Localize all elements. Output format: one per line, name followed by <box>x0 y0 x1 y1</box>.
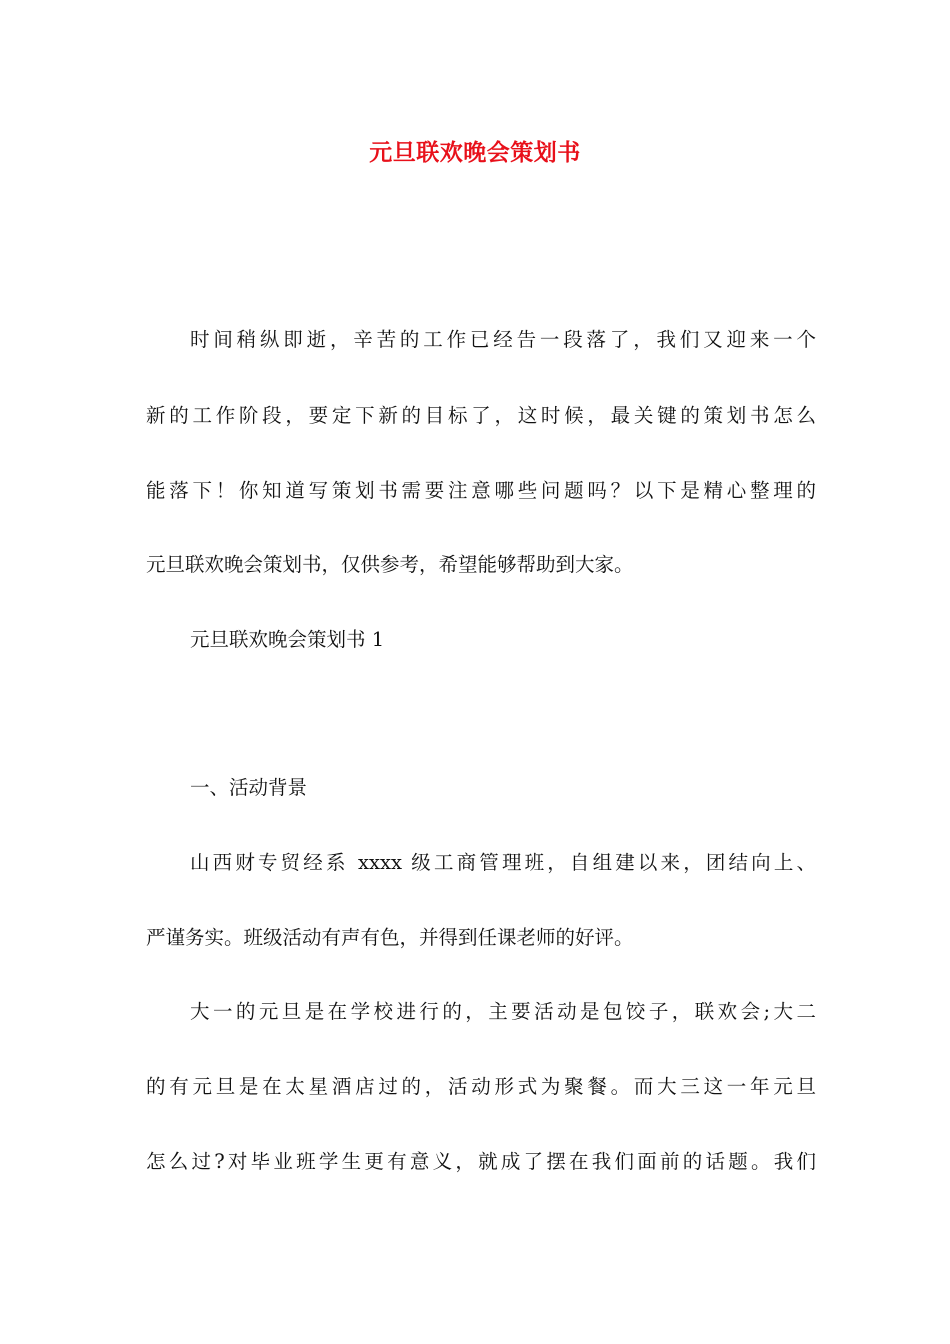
paragraph-line: 怎么过?对毕业班学生更有意义，就成了摆在我们面前的话题。我们 <box>146 1150 816 1173</box>
paragraph-line: 时间稍纵即逝，辛苦的工作已经告一段落了，我们又迎来一个 <box>190 328 816 351</box>
paragraph-line: 新的工作阶段，要定下新的目标了，这时候，最关键的策划书怎么 <box>146 404 816 427</box>
section-heading: 一、活动背景 <box>190 776 308 799</box>
paragraph-line: 大一的元旦是在学校进行的，主要活动是包饺子，联欢会;大二 <box>190 1000 816 1023</box>
paragraph-line: 元旦联欢晚会策划书，仅供参考，希望能够帮助到大家。 <box>146 553 634 576</box>
paragraph-line: 严谨务实。班级活动有声有色，并得到任课老师的好评。 <box>146 926 634 949</box>
paragraph-line: 山西财专贸经系 xxxx 级工商管理班，自组建以来，团结向上、 <box>190 851 816 874</box>
paragraph-line: 的有元旦是在太星酒店过的，活动形式为聚餐。而大三这一年元旦 <box>146 1075 816 1098</box>
section-heading: 元旦联欢晚会策划书 1 <box>190 628 385 651</box>
document-title: 元旦联欢晚会策划书 <box>369 139 581 166</box>
paragraph-line: 能落下！你知道写策划书需要注意哪些问题吗？以下是精心整理的 <box>146 479 816 502</box>
